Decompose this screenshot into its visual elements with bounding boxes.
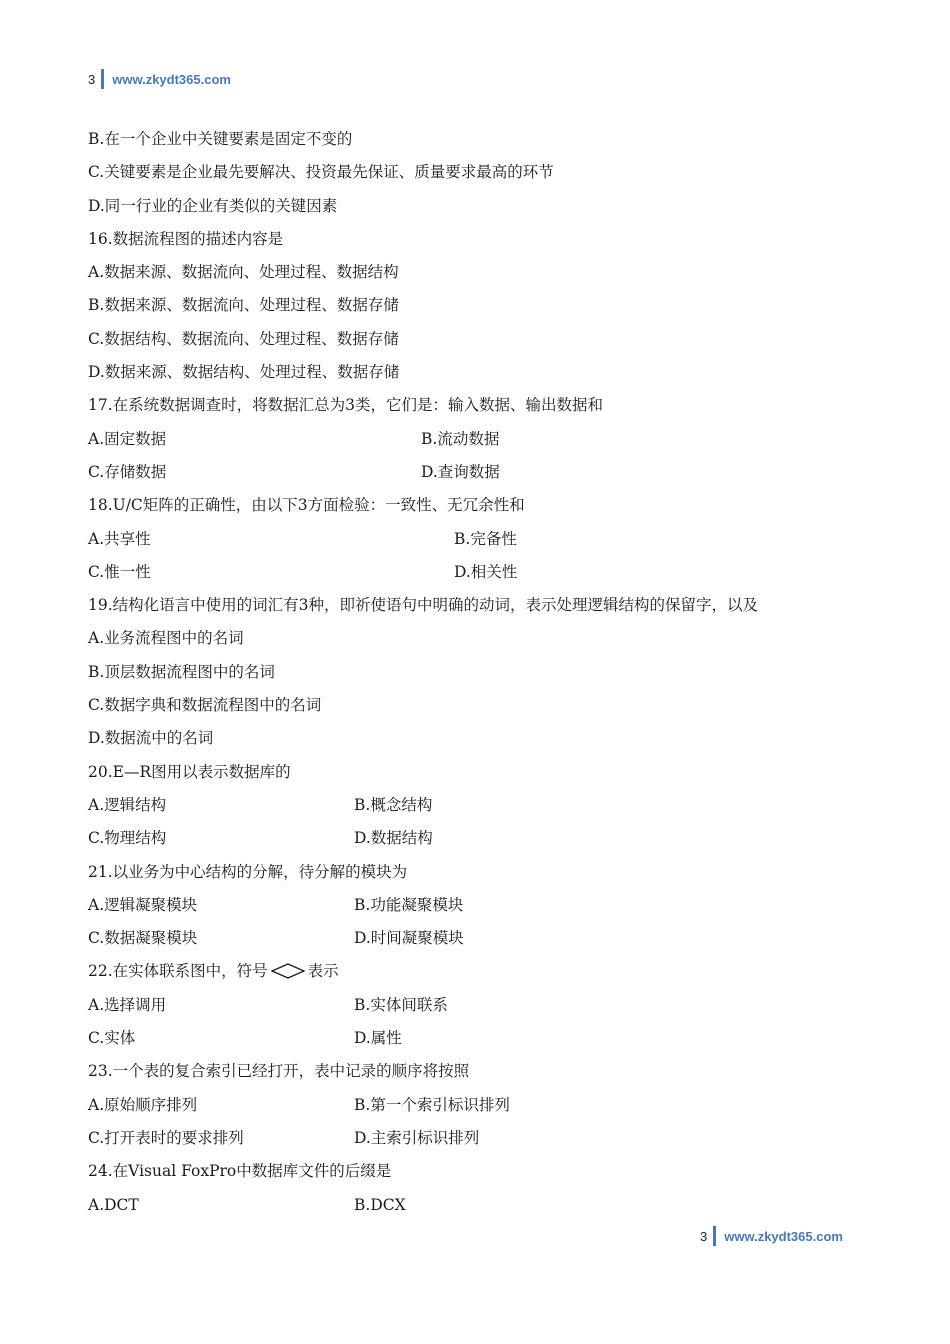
option-left: C.惟一性 — [88, 562, 151, 581]
text-line: A.业务流程图中的名词 — [88, 629, 244, 648]
option-right: D.主索引标识排列 — [354, 1128, 480, 1147]
option-left: A.共享性 — [88, 529, 151, 548]
text-line: D.同一行业的企业有类似的关键因素 — [88, 196, 338, 215]
option-right: B.概念结构 — [354, 795, 433, 814]
option-left: A.逻辑结构 — [88, 795, 167, 814]
text-line: 19.结构化语言中使用的词汇有3种，即祈使语句中明确的动词，表示处理逻辑结构的保留字，以及 — [88, 596, 759, 615]
option-left: C.实体 — [88, 1029, 136, 1048]
text-line: 20.E—R图用以表示数据库的 — [88, 762, 291, 781]
option-left: C.存储数据 — [88, 462, 167, 481]
option-row — [88, 792, 868, 825]
option-row — [88, 1092, 868, 1125]
text-line: B.数据来源、数据流向、处理过程、数据存储 — [88, 296, 399, 315]
header-divider — [101, 69, 104, 89]
option-row — [88, 925, 868, 958]
page-header — [88, 69, 231, 89]
text-line: 23.一个表的复合索引已经打开，表中记录的顺序将按照 — [88, 1062, 470, 1081]
option-left: A.原始顺序排列 — [88, 1095, 198, 1114]
text-line: B.顶层数据流程图中的名词 — [88, 662, 275, 681]
option-right: B.功能凝聚模块 — [354, 895, 464, 914]
text-line: 24.在Visual FoxPro中数据库文件的后缀是 — [88, 1162, 392, 1181]
question-line — [88, 958, 868, 991]
option-right: D.相关性 — [454, 562, 518, 581]
question-text-after: 表示 — [307, 962, 339, 981]
option-row — [88, 1125, 868, 1158]
option-row — [88, 559, 868, 592]
option-left: A.逻辑凝聚模块 — [88, 895, 198, 914]
diamond-symbol — [271, 961, 305, 987]
text-line: D.数据来源、数据结构、处理过程、数据存储 — [88, 363, 400, 382]
header-page-number: 3 — [88, 71, 96, 87]
option-right: D.属性 — [354, 1029, 402, 1048]
option-left: C.物理结构 — [88, 829, 167, 848]
option-row — [88, 1025, 868, 1058]
option-left: A.DCT — [88, 1195, 139, 1214]
option-row — [88, 1192, 868, 1225]
text-line: 18.U/C矩阵的正确性，由以下3方面检验：一致性、无冗余性和 — [88, 496, 525, 515]
text-line: C.数据结构、数据流向、处理过程、数据存储 — [88, 329, 399, 348]
option-left: A.固定数据 — [88, 429, 167, 448]
question-text-before: 22.在实体联系图中，符号 — [88, 962, 268, 981]
header-site-link[interactable]: www.zkydt365.com — [112, 71, 231, 87]
option-right: B.流动数据 — [421, 429, 500, 448]
option-right: B.第一个索引标识排列 — [354, 1095, 510, 1114]
page-footer — [700, 1226, 843, 1246]
option-right: D.数据结构 — [354, 829, 433, 848]
option-left: C.数据凝聚模块 — [88, 929, 198, 948]
option-right: B.完备性 — [454, 529, 517, 548]
text-line: C.关键要素是企业最先要解决、投资最先保证、质量要求最高的环节 — [88, 163, 554, 182]
text-line: C.数据字典和数据流程图中的名词 — [88, 696, 322, 715]
option-row — [88, 825, 868, 858]
option-row — [88, 426, 868, 459]
footer-site-link[interactable]: www.zkydt365.com — [724, 1228, 843, 1244]
option-right: D.查询数据 — [421, 462, 500, 481]
option-right: D.时间凝聚模块 — [354, 929, 464, 948]
option-right: B.DCX — [354, 1195, 406, 1214]
option-row — [88, 459, 868, 492]
option-row — [88, 526, 868, 559]
option-right: B.实体间联系 — [354, 995, 448, 1014]
text-line: D.数据流中的名词 — [88, 729, 214, 748]
option-left: A.选择调用 — [88, 995, 167, 1014]
text-line: 17.在系统数据调查时，将数据汇总为3类，它们是：输入数据、输出数据和 — [88, 396, 604, 415]
text-line: 21.以业务为中心结构的分解，待分解的模块为 — [88, 862, 408, 881]
question-content — [88, 126, 868, 1225]
text-line: B.在一个企业中关键要素是固定不变的 — [88, 130, 353, 148]
text-line: A.数据来源、数据流向、处理过程、数据结构 — [88, 263, 399, 282]
option-left: C.打开表时的要求排列 — [88, 1128, 244, 1147]
text-line: 16.数据流程图的描述内容是 — [88, 229, 284, 248]
footer-divider — [713, 1226, 716, 1246]
footer-page-number: 3 — [700, 1228, 708, 1244]
option-row — [88, 892, 868, 925]
option-row — [88, 992, 868, 1025]
